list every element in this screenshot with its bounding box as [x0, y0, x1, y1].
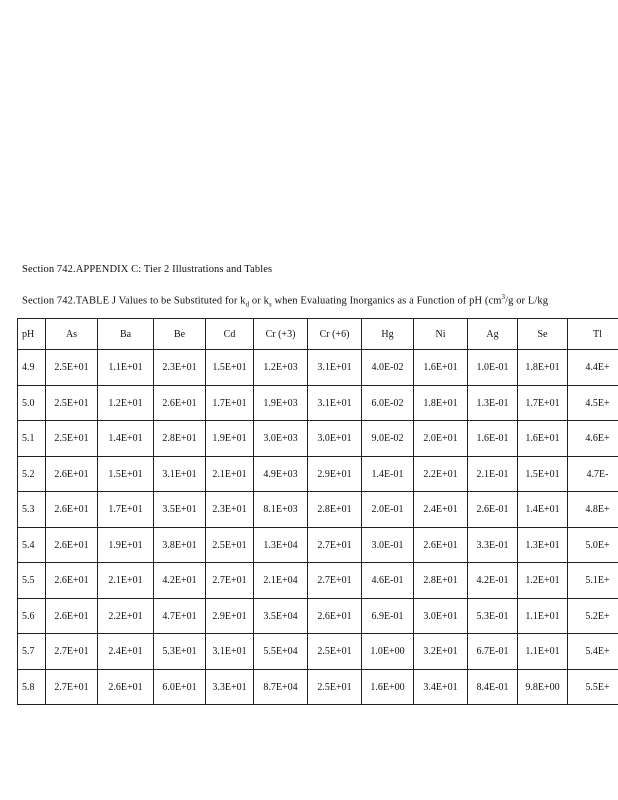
value-cell: 1.6E+01	[414, 350, 468, 386]
value-cell: 4.4E+	[568, 350, 618, 386]
table-row	[18, 563, 618, 599]
column-header-cr-6: Cr (+6)	[308, 319, 362, 350]
value-cell: 3.0E+01	[414, 599, 468, 634]
value-cell: 2.5E+01	[46, 350, 98, 386]
value-cell: 1.0E-01	[468, 350, 518, 386]
value-cell: 3.4E+01	[414, 670, 468, 705]
value-cell: 2.6E+01	[46, 563, 98, 599]
value-cell: 2.4E+01	[98, 634, 154, 670]
ph-cell: 5.0	[18, 386, 46, 421]
value-cell: 2.6E-01	[468, 492, 518, 528]
value-cell: 5.5E+	[568, 670, 618, 705]
column-header-hg: Hg	[362, 319, 414, 350]
value-cell: 1.4E+01	[518, 492, 568, 528]
value-cell: 4.6E-01	[362, 563, 414, 599]
value-cell: 2.9E+01	[308, 457, 362, 492]
caption-sub-d: d	[245, 300, 250, 309]
caption-mid: or k	[249, 295, 269, 307]
value-cell: 2.5E+01	[308, 634, 362, 670]
value-cell: 4.6E+	[568, 421, 618, 457]
value-cell: 4.9E+03	[254, 457, 308, 492]
value-cell: 1.7E+01	[98, 492, 154, 528]
table-row	[18, 350, 618, 386]
value-cell: 1.9E+01	[98, 528, 154, 563]
value-cell: 3.0E-01	[362, 528, 414, 563]
table-row	[18, 386, 618, 421]
column-header-ni: Ni	[414, 319, 468, 350]
value-cell: 4.2E+01	[154, 563, 206, 599]
value-cell: 2.6E+01	[414, 528, 468, 563]
value-cell: 4.2E-01	[468, 563, 518, 599]
table-row	[18, 599, 618, 634]
value-cell: 4.0E-02	[362, 350, 414, 386]
value-cell: 2.2E+01	[98, 599, 154, 634]
value-cell: 2.7E+01	[308, 528, 362, 563]
value-cell: 3.1E+01	[308, 386, 362, 421]
value-cell: 1.6E-01	[468, 421, 518, 457]
value-cell: 3.1E+01	[308, 350, 362, 386]
value-cell: 8.7E+04	[254, 670, 308, 705]
value-cell: 8.1E+03	[254, 492, 308, 528]
ph-cell: 5.6	[18, 599, 46, 634]
column-header-ph: pH	[18, 319, 46, 350]
value-cell: 5.5E+04	[254, 634, 308, 670]
ph-cell: 5.4	[18, 528, 46, 563]
value-cell: 1.3E+04	[254, 528, 308, 563]
value-cell: 3.3E-01	[468, 528, 518, 563]
value-cell: 6.9E-01	[362, 599, 414, 634]
value-cell: 3.3E+01	[206, 670, 254, 705]
value-cell: 3.1E+01	[206, 634, 254, 670]
value-cell: 2.5E+01	[46, 421, 98, 457]
caption-sub-s: s	[268, 300, 272, 309]
table-row	[18, 457, 618, 492]
value-cell: 2.1E-01	[468, 457, 518, 492]
table-row	[18, 634, 618, 670]
table-row	[18, 421, 618, 457]
column-header-as: As	[46, 319, 98, 350]
column-header-se: Se	[518, 319, 568, 350]
ph-cell: 5.5	[18, 563, 46, 599]
value-cell: 6.7E-01	[468, 634, 518, 670]
value-cell: 2.3E+01	[206, 492, 254, 528]
caption-suffix: when Evaluating Inorganics as a Function of pH (cm	[271, 295, 502, 307]
value-cell: 2.6E+01	[98, 670, 154, 705]
ph-cell: 4.9	[18, 350, 46, 386]
value-cell: 1.9E+01	[206, 421, 254, 457]
value-cell: 2.1E+01	[98, 563, 154, 599]
value-cell: 6.0E-02	[362, 386, 414, 421]
value-cell: 1.8E+01	[414, 386, 468, 421]
table-row	[18, 670, 618, 705]
value-cell: 5.3E-01	[468, 599, 518, 634]
value-cell: 8.4E-01	[468, 670, 518, 705]
value-cell: 1.1E+01	[518, 599, 568, 634]
value-cell: 4.5E+	[568, 386, 618, 421]
ph-cell: 5.1	[18, 421, 46, 457]
value-cell: 2.0E+01	[414, 421, 468, 457]
value-cell: 2.5E+01	[46, 386, 98, 421]
value-cell: 1.6E+00	[362, 670, 414, 705]
ph-cell: 5.7	[18, 634, 46, 670]
column-header-tl: Tl	[568, 319, 618, 350]
value-cell: 2.0E-01	[362, 492, 414, 528]
value-cell: 2.1E+01	[206, 457, 254, 492]
value-cell: 3.5E+01	[154, 492, 206, 528]
value-cell: 2.7E+01	[206, 563, 254, 599]
value-cell: 1.2E+01	[98, 386, 154, 421]
value-cell: 2.7E+01	[46, 634, 98, 670]
value-cell: 1.0E+00	[362, 634, 414, 670]
value-cell: 2.7E+01	[308, 563, 362, 599]
value-cell: 4.8E+	[568, 492, 618, 528]
caption-end: /g or L/kg	[505, 295, 549, 307]
value-cell: 2.7E+01	[46, 670, 98, 705]
value-cell: 5.3E+01	[154, 634, 206, 670]
value-cell: 3.1E+01	[154, 457, 206, 492]
value-cell: 9.8E+00	[518, 670, 568, 705]
value-cell: 1.3E+01	[518, 528, 568, 563]
value-cell: 1.5E+01	[518, 457, 568, 492]
value-cell: 1.5E+01	[206, 350, 254, 386]
column-header-cr-3: Cr (+3)	[254, 319, 308, 350]
value-cell: 2.6E+01	[46, 492, 98, 528]
value-cell: 3.2E+01	[414, 634, 468, 670]
value-cell: 4.7E+01	[154, 599, 206, 634]
table-row	[18, 492, 618, 528]
value-cell: 2.8E+01	[414, 563, 468, 599]
kd-values-table	[17, 318, 618, 705]
value-cell: 2.6E+01	[308, 599, 362, 634]
value-cell: 2.3E+01	[154, 350, 206, 386]
value-cell: 5.0E+	[568, 528, 618, 563]
value-cell: 3.0E+03	[254, 421, 308, 457]
table-header-row	[18, 319, 618, 350]
value-cell: 2.6E+01	[46, 457, 98, 492]
value-cell: 1.1E+01	[98, 350, 154, 386]
value-cell: 5.4E+	[568, 634, 618, 670]
value-cell: 5.2E+	[568, 599, 618, 634]
value-cell: 3.8E+01	[154, 528, 206, 563]
value-cell: 1.2E+03	[254, 350, 308, 386]
value-cell: 2.8E+01	[308, 492, 362, 528]
value-cell: 1.4E-01	[362, 457, 414, 492]
value-cell: 5.1E+	[568, 563, 618, 599]
table-row	[18, 528, 618, 563]
column-header-cd: Cd	[206, 319, 254, 350]
value-cell: 9.0E-02	[362, 421, 414, 457]
column-header-ba: Ba	[98, 319, 154, 350]
value-cell: 2.5E+01	[308, 670, 362, 705]
value-cell: 2.1E+04	[254, 563, 308, 599]
value-cell: 6.0E+01	[154, 670, 206, 705]
column-header-ag: Ag	[468, 319, 518, 350]
value-cell: 2.8E+01	[154, 421, 206, 457]
ph-cell: 5.2	[18, 457, 46, 492]
value-cell: 3.0E+01	[308, 421, 362, 457]
column-header-be: Be	[154, 319, 206, 350]
value-cell: 1.7E+01	[518, 386, 568, 421]
value-cell: 1.5E+01	[98, 457, 154, 492]
value-cell: 1.6E+01	[518, 421, 568, 457]
value-cell: 2.4E+01	[414, 492, 468, 528]
value-cell: 2.9E+01	[206, 599, 254, 634]
value-cell: 1.1E+01	[518, 634, 568, 670]
value-cell: 1.9E+03	[254, 386, 308, 421]
value-cell: 2.6E+01	[154, 386, 206, 421]
table-caption	[22, 293, 548, 309]
value-cell: 2.5E+01	[206, 528, 254, 563]
value-cell: 1.3E-01	[468, 386, 518, 421]
value-cell: 2.2E+01	[414, 457, 468, 492]
caption-sup: 3	[501, 293, 506, 301]
value-cell: 1.7E+01	[206, 386, 254, 421]
caption-prefix: Section 742.TABLE J Values to be Substituted for k	[22, 295, 246, 307]
ph-cell: 5.3	[18, 492, 46, 528]
ph-cell: 5.8	[18, 670, 46, 705]
section-title: Section 742.APPENDIX C: Tier 2 Illustrations and Tables	[22, 264, 273, 275]
value-cell: 3.5E+04	[254, 599, 308, 634]
value-cell: 4.7E-	[568, 457, 618, 492]
value-cell: 2.6E+01	[46, 528, 98, 563]
table-body	[18, 350, 618, 705]
value-cell: 1.8E+01	[518, 350, 568, 386]
value-cell: 1.2E+01	[518, 563, 568, 599]
value-cell: 2.6E+01	[46, 599, 98, 634]
value-cell: 1.4E+01	[98, 421, 154, 457]
